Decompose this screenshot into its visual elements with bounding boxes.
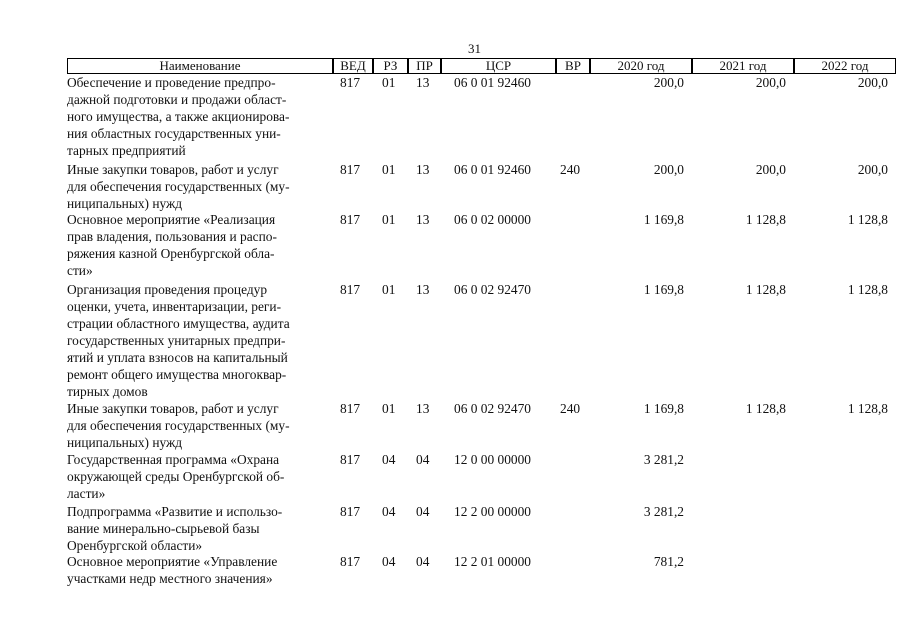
name-line: Подпрограмма «Развитие и использо- bbox=[67, 504, 283, 519]
cell-2021: 1 128,8 bbox=[745, 401, 786, 416]
name-line: ряжения казной Оренбургской обла- bbox=[67, 246, 275, 261]
row-name bbox=[67, 503, 329, 554]
cell-rz: 04 bbox=[382, 554, 396, 569]
cell-pr: 13 bbox=[416, 212, 430, 227]
cell-csr: 06 0 01 92460 bbox=[454, 162, 531, 177]
cell-pr: 13 bbox=[416, 401, 430, 416]
cell-ved: 817 bbox=[340, 75, 361, 90]
name-line: участками недр местного значения» bbox=[67, 571, 273, 586]
header-pr: ПР bbox=[408, 58, 441, 74]
cell-pr: 04 bbox=[416, 554, 430, 569]
cell-rz: 04 bbox=[382, 504, 396, 519]
cell-pr: 04 bbox=[416, 504, 430, 519]
row-name bbox=[67, 281, 329, 400]
row-name bbox=[67, 211, 329, 279]
header-2022: 2022 год bbox=[794, 58, 896, 74]
cell-rz: 01 bbox=[382, 401, 396, 416]
cell-rz: 01 bbox=[382, 162, 396, 177]
name-line: ного имущества, а также акционирова- bbox=[67, 109, 290, 124]
name-line: Основное мероприятие «Реализация bbox=[67, 212, 276, 227]
name-line: Организация проведения процедур bbox=[67, 282, 268, 297]
cell-pr: 13 bbox=[416, 75, 430, 90]
cell-csr: 06 0 02 92470 bbox=[454, 401, 531, 416]
cell-2020: 1 169,8 bbox=[643, 212, 684, 227]
name-line: страции областного имущества, аудита bbox=[67, 316, 290, 331]
cell-ved: 817 bbox=[340, 162, 361, 177]
cell-2022: 200,0 bbox=[857, 162, 888, 177]
header-rz: РЗ bbox=[373, 58, 408, 74]
header-2020: 2020 год bbox=[590, 58, 692, 74]
cell-2020: 200,0 bbox=[653, 75, 684, 90]
name-line: Основное мероприятие «Управление bbox=[67, 554, 278, 569]
cell-csr: 12 0 00 00000 bbox=[454, 452, 531, 467]
cell-csr: 12 2 01 00000 bbox=[454, 554, 531, 569]
cell-pr: 04 bbox=[416, 452, 430, 467]
cell-2022: 1 128,8 bbox=[847, 212, 888, 227]
cell-csr: 12 2 00 00000 bbox=[454, 504, 531, 519]
cell-2021: 1 128,8 bbox=[745, 282, 786, 297]
cell-vr: 240 bbox=[560, 401, 581, 416]
name-line: ласти» bbox=[67, 486, 106, 501]
name-line: ятий и уплата взносов на капитальный bbox=[67, 350, 288, 365]
cell-rz: 01 bbox=[382, 212, 396, 227]
row-name bbox=[67, 74, 329, 159]
cell-ved: 817 bbox=[340, 212, 361, 227]
cell-2020: 781,2 bbox=[653, 554, 684, 569]
cell-pr: 13 bbox=[416, 162, 430, 177]
cell-rz: 01 bbox=[382, 282, 396, 297]
name-line: ниципальных) нужд bbox=[67, 435, 183, 450]
cell-csr: 06 0 02 00000 bbox=[454, 212, 531, 227]
cell-csr: 06 0 01 92460 bbox=[454, 75, 531, 90]
cell-2020: 3 281,2 bbox=[643, 452, 684, 467]
name-line: Иные закупки товаров, работ и услуг bbox=[67, 401, 279, 416]
name-line: окружающей среды Оренбургской об- bbox=[67, 469, 285, 484]
cell-ved: 817 bbox=[340, 504, 361, 519]
row-name bbox=[67, 161, 329, 212]
page-number: 31 bbox=[468, 41, 481, 56]
cell-2020: 200,0 bbox=[653, 162, 684, 177]
cell-2022: 200,0 bbox=[857, 75, 888, 90]
cell-rz: 04 bbox=[382, 452, 396, 467]
name-line: государственных унитарных предпри- bbox=[67, 333, 286, 348]
header-csr: ЦСР bbox=[441, 58, 556, 74]
cell-2020: 3 281,2 bbox=[643, 504, 684, 519]
row-name bbox=[67, 400, 329, 451]
cell-ved: 817 bbox=[340, 282, 361, 297]
cell-rz: 01 bbox=[382, 75, 396, 90]
cell-2022: 1 128,8 bbox=[847, 282, 888, 297]
cell-ved: 817 bbox=[340, 401, 361, 416]
cell-2020: 1 169,8 bbox=[643, 401, 684, 416]
cell-ved: 817 bbox=[340, 554, 361, 569]
header-ved: ВЕД bbox=[333, 58, 373, 74]
name-line: тирных домов bbox=[67, 384, 148, 399]
name-line: ремонт общего имущества многоквар- bbox=[67, 367, 287, 382]
cell-csr: 06 0 02 92470 bbox=[454, 282, 531, 297]
cell-2022: 1 128,8 bbox=[847, 401, 888, 416]
row-name bbox=[67, 451, 329, 502]
cell-pr: 13 bbox=[416, 282, 430, 297]
name-line: Оренбургской области» bbox=[67, 538, 203, 553]
cell-2020: 1 169,8 bbox=[643, 282, 684, 297]
row-name bbox=[67, 553, 329, 587]
cell-2021: 200,0 bbox=[755, 162, 786, 177]
name-line: для обеспечения государственных (му- bbox=[67, 179, 290, 194]
cell-vr: 240 bbox=[560, 162, 581, 177]
header-2021: 2021 год bbox=[692, 58, 794, 74]
cell-2021: 200,0 bbox=[755, 75, 786, 90]
name-line: Иные закупки товаров, работ и услуг bbox=[67, 162, 279, 177]
name-line: вание минерально-сырьевой базы bbox=[67, 521, 260, 536]
header-vr: ВР bbox=[556, 58, 590, 74]
name-line: ния областных государственных уни- bbox=[67, 126, 281, 141]
name-line: дажной подготовки и продажи област- bbox=[67, 92, 287, 107]
name-line: Государственная программа «Охрана bbox=[67, 452, 280, 467]
name-line: оценки, учета, инвентаризации, реги- bbox=[67, 299, 282, 314]
name-line: сти» bbox=[67, 263, 93, 278]
name-line: для обеспечения государственных (му- bbox=[67, 418, 290, 433]
name-line: тарных предприятий bbox=[67, 143, 186, 158]
name-line: прав владения, пользования и распо- bbox=[67, 229, 277, 244]
header-name: Наименование bbox=[67, 58, 333, 74]
cell-ved: 817 bbox=[340, 452, 361, 467]
cell-2021: 1 128,8 bbox=[745, 212, 786, 227]
name-line: Обеспечение и проведение предпро- bbox=[67, 75, 276, 90]
name-line: ниципальных) нужд bbox=[67, 196, 183, 211]
